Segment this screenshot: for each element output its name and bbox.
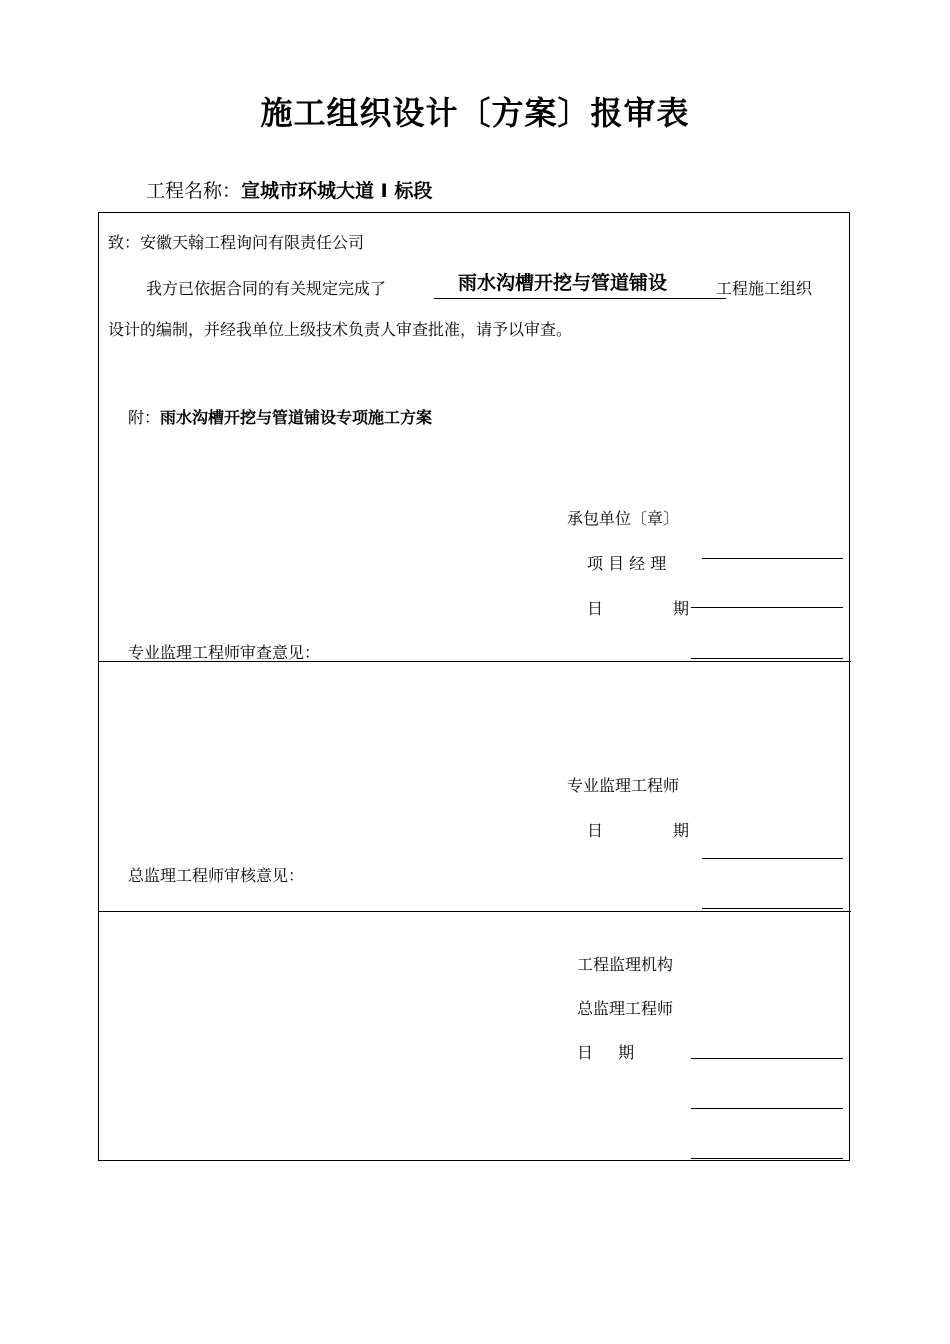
- engineer-signature-line: [702, 858, 843, 859]
- supervising-engineer-label: 专业监理工程师: [567, 776, 680, 795]
- statement-suffix: 工程施工组织: [716, 279, 813, 298]
- project-manager-signature-line: [702, 558, 843, 559]
- form-frame: [98, 212, 850, 1161]
- date-label-char-1: 日: [587, 599, 604, 618]
- statement-line-2: 设计的编制，并经我单位上级技术负责人审查批准，请予以审查。: [108, 320, 573, 339]
- page-title: 施工组织设计〔方案〕报审表: [260, 94, 690, 132]
- section3-date-label: 日 期: [577, 1043, 645, 1062]
- chief-engineer-label: 总监理工程师: [577, 999, 674, 1018]
- chief-signature-line: [691, 1108, 843, 1109]
- date-label-char-1: 日: [587, 821, 604, 840]
- org-signature-line: [691, 1058, 843, 1059]
- chief-review-label: 总监理工程师审核意见：: [128, 866, 305, 885]
- project-manager-label: 项 目 经 理: [587, 554, 667, 573]
- supervision-org-label: 工程监理机构: [577, 955, 674, 974]
- chief-date-line: [691, 1158, 843, 1159]
- work-name-underline: [434, 298, 726, 299]
- date-label-char-2: 期: [673, 599, 690, 618]
- project-name-label: 工程名称：: [146, 180, 242, 202]
- contractor-seal-label: 承包单位〔章〕: [567, 509, 680, 528]
- engineer-date-line: [702, 908, 843, 909]
- engineer-review-label: 专业监理工程师审查意见：: [128, 643, 321, 662]
- section1-bottom-line: [691, 658, 843, 659]
- attachment-row: [128, 405, 432, 428]
- date-label-char-2: 期: [673, 821, 690, 840]
- statement-prefix: 我方已依据合同的有关规定完成了: [146, 279, 387, 298]
- attachment-label: 附：: [128, 408, 161, 427]
- work-name-field: 雨水沟槽开挖与管道铺设: [458, 272, 668, 294]
- project-name-row: [146, 176, 432, 203]
- project-name-value: 宣城市环城大道 Ⅰ 标段: [241, 180, 433, 202]
- section-divider-2: [98, 911, 851, 912]
- addressee: 致：安徽天翰工程询问有限责任公司: [108, 233, 365, 252]
- attachment-value: 雨水沟槽开挖与管道铺设专项施工方案: [160, 408, 433, 427]
- contractor-date-line: [691, 607, 843, 608]
